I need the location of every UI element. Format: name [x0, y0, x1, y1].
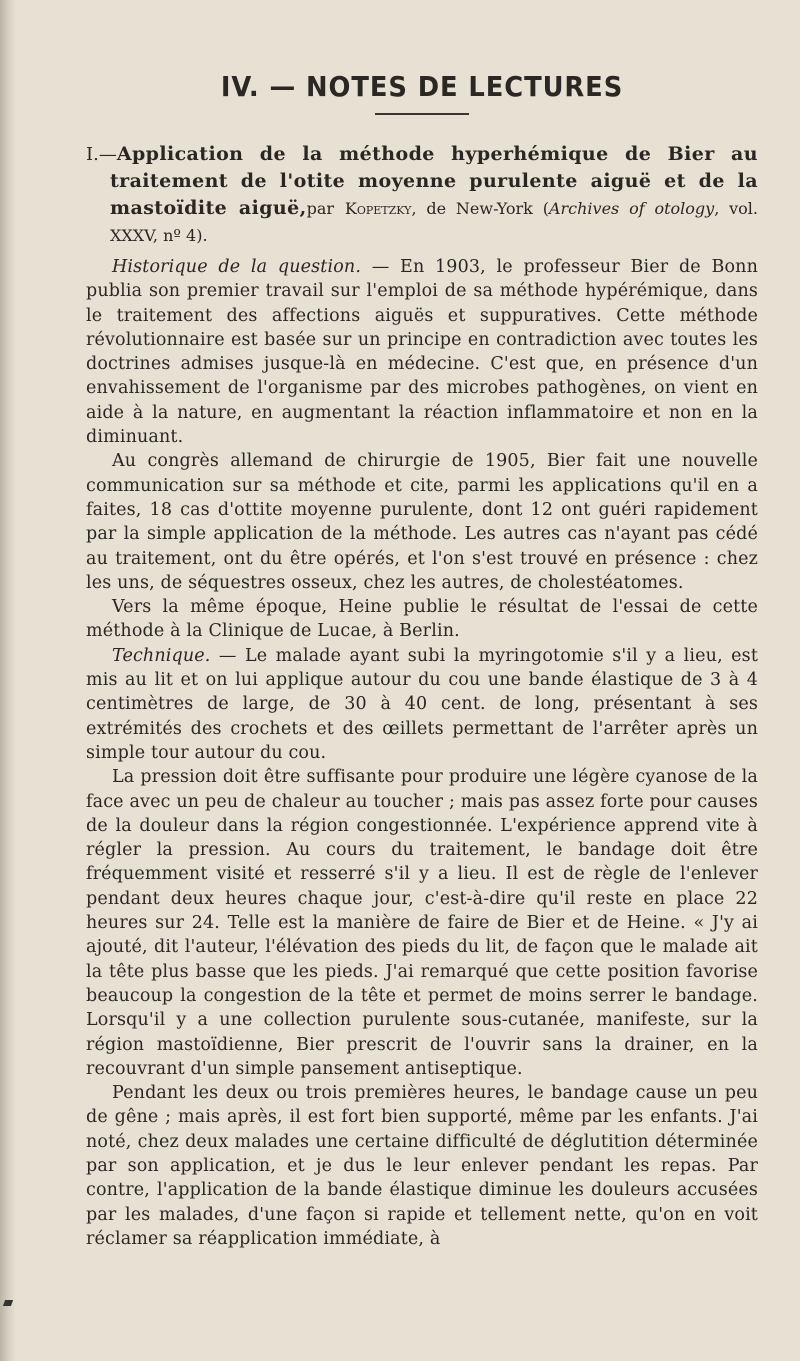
article-number: I.— — [86, 144, 117, 165]
page-content — [86, 70, 758, 1251]
paragraph-technique-lead: Technique. — [112, 645, 211, 666]
article-origin: , de New-York ( — [411, 199, 549, 218]
paragraph-history-text: — En 1903, le professeur Bier de Bonn publia son premier travail sur l'emploi de sa méthode hypérémique, dans le traitement des affections aiguës et suppuratives. Cette méthode révolutionnaire est basée sur un principe en contradiction avec toutes les doctrines admises jusque-là en médecine. C'est que, en présence d'un envahissement de l'organisme par des microbes pathogènes, on vient en aide à la nature, en augmentant la réaction inflammatoire et non en la diminuant. — [86, 257, 759, 448]
article-heading — [86, 141, 758, 249]
paragraph-history-lead: Historique de la question. — [112, 257, 362, 277]
paragraph-technique — [86, 644, 758, 765]
article-citation: , vol. XXXV, nº 4). — [110, 199, 758, 245]
article-journal: Archives of otology — [548, 199, 715, 218]
article-by: par — [306, 199, 335, 218]
paragraph-history — [86, 255, 758, 449]
paragraph-technique-text: — Le malade ayant subi la myringotomie s'il y a lieu, est mis au lit et on lui applique autour du cou une bande élastique de 3 à 4 centimètres de large, de 30 à 40 cent. de long, présentant à ses extrémités des crochets et des œillets permettant de l'arrêter après un simple tour autour du cou. — [86, 645, 758, 763]
title-underline — [375, 113, 469, 115]
book-spine-shadow — [0, 0, 16, 1361]
paragraph-pressure: La pression doit être suffisante pour produire une légère cyanose de la face avec un peu de chaleur au toucher ; mais pas assez forte pour causes de la douleur dans la région congestionnée. L'expérience apprend vite à régler la pression. Au cours du traitement, le bandage doit être fréquemment visité et resserré s'il y a lieu. Il est de règle de l'enlever pendant deux heures chaque jour, c'est-à-dire qu'il reste en place 22 heures sur 24. Telle est la manière de faire de Bier et de Heine. « J'y ai ajouté, dit l'auteur, l'élévation des pieds du lit, de façon que le malade ait la tête plus basse que les pieds. J'ai remarqué que cette position favorise beaucoup la congestion de la tête et permet de moins serrer le bandage. Lorsqu'il y a une collection purulente sous-cutanée, manifeste, sur la région mastoïdienne, Bier prescrit de l'ouvrir sans la drainer, en la recouvrant d'un simple pansement antiseptique. — [86, 767, 758, 1079]
article-title: Application de la méthode hyperhémique de Bier au traitement de l'otite moyenne purulente aiguë et de la mastoïdite aiguë, — [110, 143, 758, 219]
section-title: IV. — NOTES DE LECTURES — [220, 70, 624, 103]
paragraph-heine: Vers la même époque, Heine publie le résultat de l'essai de cette méthode à la Clinique de Lucae, à Berlin. — [86, 597, 758, 642]
paragraph-first-hours: Pendant les deux ou trois premières heures, le bandage cause un peu de gêne ; mais après, il est fort bien supporté, même par les enfants. J'ai noté, chez deux malades une certaine difficulté de déglutition déterminée par son application, et je dus le leur enlever pendant les repas. Par contre, l'application de la bande élastique diminue les douleurs accusées par les malades, d'une façon si rapide et tellement nette, qu'on en voit réclamer sa réapplication immédiate, à — [86, 1083, 758, 1249]
paragraph-congress: Au congrès allemand de chirurgie de 1905, Bier fait une nouvelle communication sur sa méthode et cite, parmi les applications qu'il en a faites, 18 cas d'ottite moyenne purulente, dont 12 ont guéri rapidement par la simple application de la méthode. Les autres cas n'ayant pas cédé au traitement, ont du être opérés, et l'on s'est trouvé en présence : chez les uns, de séquestres osseux, chez les autres, de cholestéatomes. — [86, 451, 758, 593]
article-author: Kopetzky — [344, 199, 412, 218]
